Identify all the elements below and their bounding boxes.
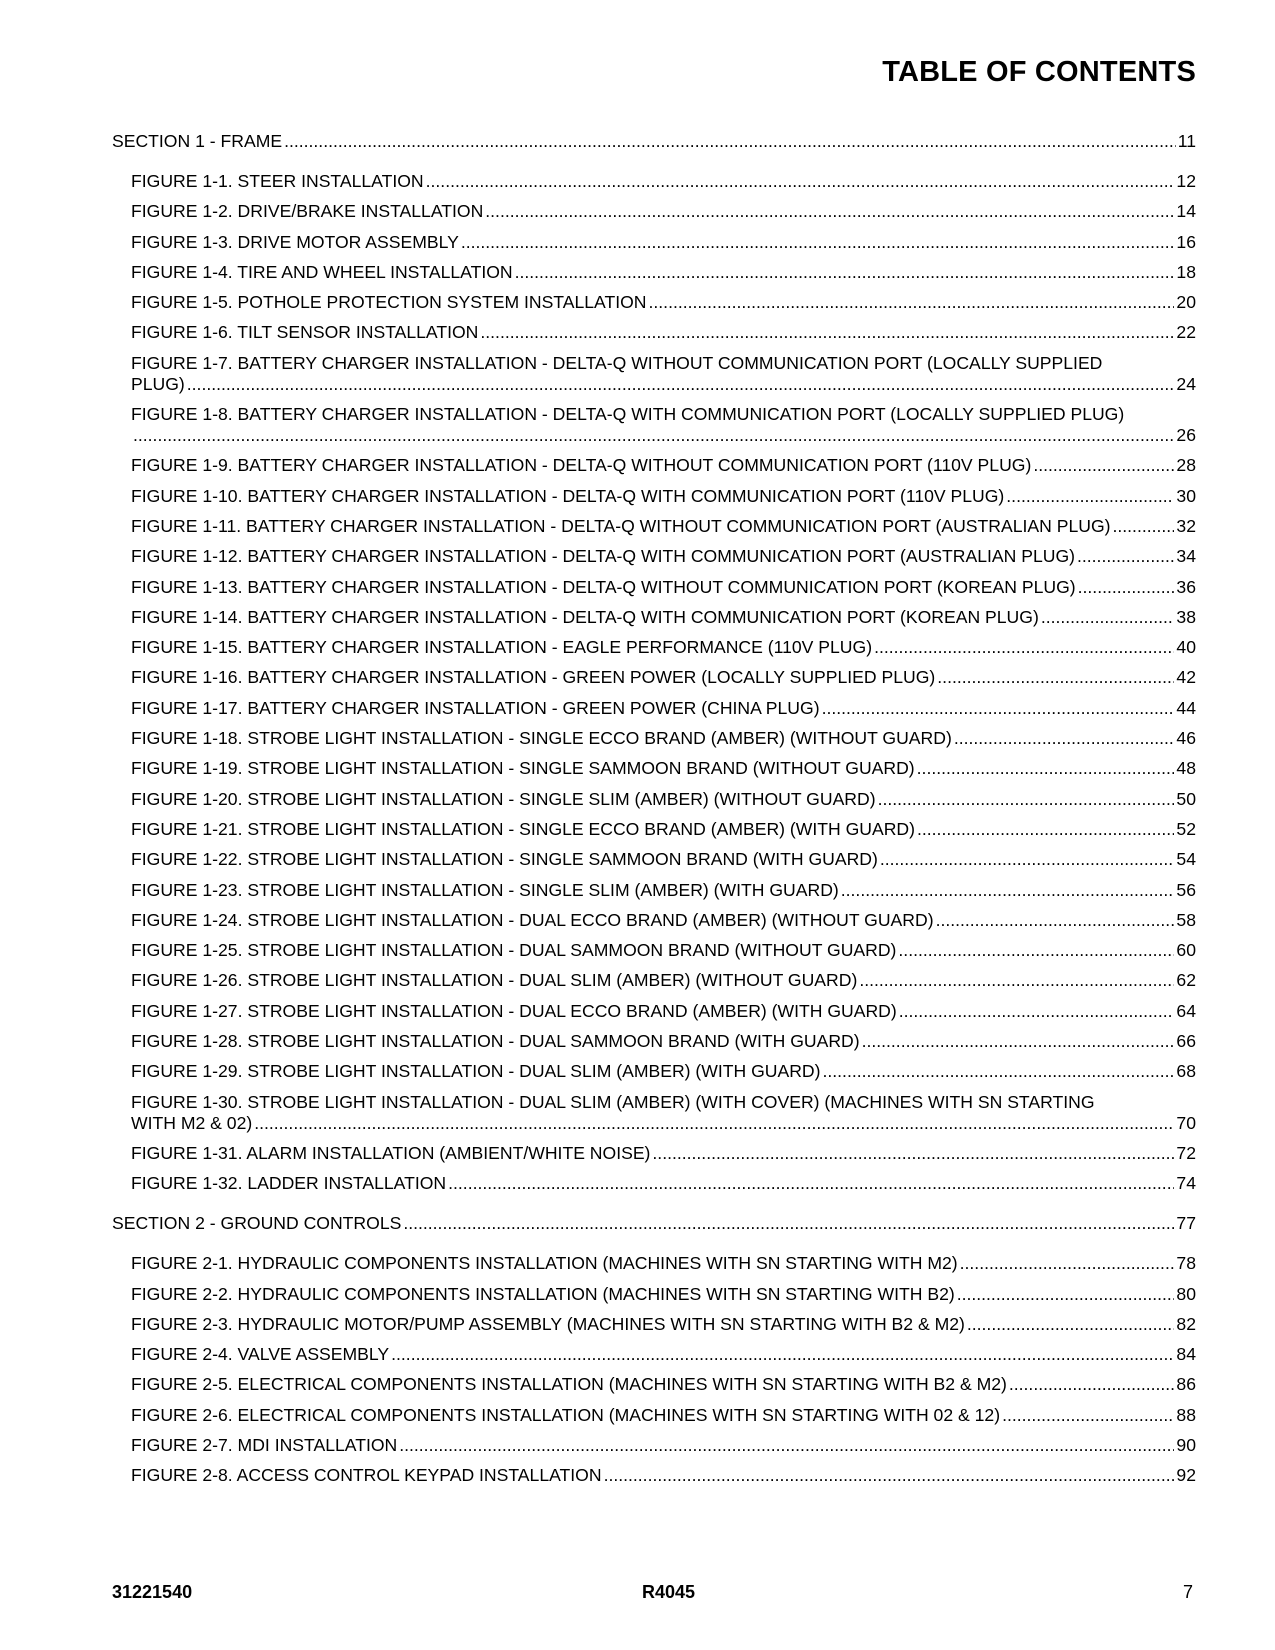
toc-page-number: 52	[1176, 818, 1196, 839]
page-title: TABLE OF CONTENTS	[882, 56, 1196, 88]
dot-leader	[133, 425, 1174, 446]
toc-entry-title: FIGURE 1-14. BATTERY CHARGER INSTALLATION - DELTA-Q WITH COMMUNICATION PORT (KOREAN PLUG)	[131, 606, 1039, 627]
dot-leader	[937, 667, 1174, 688]
toc-page-number: 50	[1176, 788, 1196, 809]
toc-figure-entry[interactable]	[131, 758, 1196, 779]
toc-entry-title-line: FIGURE 1-8. BATTERY CHARGER INSTALLATION - DELTA-Q WITH COMMUNICATION PORT (LOCALLY SUPPLIED PLUG)	[131, 404, 1125, 425]
toc-page-number: 90	[1176, 1434, 1196, 1455]
toc-figure-entry[interactable]	[131, 667, 1196, 688]
toc-page-number: 18	[1176, 261, 1196, 282]
toc-entry-line	[131, 1173, 1196, 1194]
toc-entry-line	[131, 1143, 1196, 1164]
toc-entry-title: FIGURE 1-16. BATTERY CHARGER INSTALLATION - GREEN POWER (LOCALLY SUPPLIED PLUG)	[131, 667, 936, 688]
toc-entry-line	[131, 1061, 1196, 1082]
toc-page-number: 30	[1176, 485, 1196, 506]
toc-figure-entry[interactable]	[131, 546, 1196, 567]
footer-page-number: 7	[1182, 1582, 1193, 1602]
dot-leader	[1033, 455, 1174, 476]
toc-figure-entry[interactable]	[131, 819, 1196, 840]
toc-figure-entry[interactable]	[131, 577, 1196, 598]
toc-entry-title: FIGURE 1-11. BATTERY CHARGER INSTALLATION - DELTA-Q WITHOUT COMMUNICATION PORT (AUSTRALIAN PLUG)	[131, 515, 1111, 536]
toc-page-number: 32	[1176, 515, 1196, 536]
toc-entry-title: FIGURE 1-31. ALARM INSTALLATION (AMBIENT/WHITE NOISE)	[131, 1142, 651, 1163]
toc-entry-line	[131, 577, 1196, 598]
toc-entry-line	[131, 1374, 1196, 1395]
toc-entry-line	[131, 880, 1196, 901]
toc-entry-line	[131, 374, 1196, 395]
toc-entry-line	[112, 1213, 1196, 1234]
dot-leader	[187, 374, 1175, 395]
toc-entry-title: SECTION 2 - GROUND CONTROLS	[112, 1213, 402, 1234]
toc-entry-line	[131, 1001, 1196, 1022]
toc-entry-line	[131, 1253, 1196, 1274]
toc-figure-entry[interactable]	[131, 1173, 1196, 1194]
toc-entry-title: FIGURE 1-3. DRIVE MOTOR ASSEMBLY	[131, 231, 459, 252]
toc-entry-line	[131, 637, 1196, 658]
toc-figure-entry[interactable]	[131, 1001, 1196, 1022]
toc-page-number: 42	[1176, 667, 1196, 688]
toc-entry-line	[131, 455, 1196, 476]
toc-figure-entry[interactable]	[131, 1143, 1196, 1164]
toc-figure-entry[interactable]	[131, 1092, 1196, 1134]
toc-entry-title: FIGURE 2-3. HYDRAULIC MOTOR/PUMP ASSEMBLY (MACHINES WITH SN STARTING WITH B2 & M2)	[131, 1313, 965, 1334]
toc-page-number: 66	[1176, 1031, 1196, 1052]
toc-entry-line	[131, 232, 1196, 253]
toc-entry-title: SECTION 1 - FRAME	[112, 131, 283, 151]
toc-page-number: 92	[1176, 1465, 1196, 1486]
dot-leader	[1009, 1374, 1175, 1395]
toc-page-number: 68	[1176, 1061, 1196, 1082]
dot-leader	[652, 1143, 1174, 1164]
toc-section-entry[interactable]	[112, 131, 1196, 152]
dot-leader	[1078, 577, 1175, 598]
toc-entry-title: FIGURE 1-10. BATTERY CHARGER INSTALLATION - DELTA-Q WITH COMMUNICATION PORT (110V PLUG)	[131, 485, 1005, 506]
dot-leader	[1077, 546, 1174, 567]
toc-entry-title: FIGURE 1-32. LADDER INSTALLATION	[131, 1173, 447, 1194]
toc-entry-line	[131, 607, 1196, 628]
toc-figure-entry[interactable]	[131, 404, 1196, 446]
toc-entry-title: FIGURE 1-24. STROBE LIGHT INSTALLATION - DUAL ECCO BRAND (AMBER) (WITHOUT GUARD)	[131, 909, 934, 930]
dot-leader	[448, 1173, 1174, 1194]
dot-leader	[399, 1435, 1174, 1456]
toc-entry-title: FIGURE 1-13. BATTERY CHARGER INSTALLATION - DELTA-Q WITHOUT COMMUNICATION PORT (KOREAN PLUG)	[131, 576, 1076, 597]
toc-entry-line	[131, 201, 1196, 222]
toc-page-number: 16	[1176, 231, 1196, 252]
toc-figure-entry[interactable]	[131, 970, 1196, 991]
dot-leader	[1006, 486, 1174, 507]
dot-leader	[391, 1344, 1174, 1365]
toc-page-number: 78	[1176, 1253, 1196, 1274]
toc-entry-title: FIGURE 2-6. ELECTRICAL COMPONENTS INSTALLATION (MACHINES WITH SN STARTING WITH 02 & 12)	[131, 1404, 1001, 1425]
toc-figure-entry[interactable]	[131, 607, 1196, 628]
toc-entry-title: FIGURE 1-21. STROBE LIGHT INSTALLATION - SINGLE ECCO BRAND (AMBER) (WITH GUARD)	[131, 818, 915, 839]
toc-entry-title: FIGURE 1-27. STROBE LIGHT INSTALLATION - DUAL ECCO BRAND (AMBER) (WITH GUARD)	[131, 1000, 897, 1021]
toc-entry-title: FIGURE 1-23. STROBE LIGHT INSTALLATION - SINGLE SLIM (AMBER) (WITH GUARD)	[131, 879, 839, 900]
toc-page-number: 24	[1176, 373, 1196, 394]
toc-page-number: 62	[1176, 970, 1196, 991]
toc-entry-title: FIGURE 1-18. STROBE LIGHT INSTALLATION - SINGLE ECCO BRAND (AMBER) (WITHOUT GUARD)	[131, 728, 952, 749]
toc-entry-line	[131, 1284, 1196, 1305]
toc-entry-title-line: FIGURE 1-7. BATTERY CHARGER INSTALLATION - DELTA-Q WITHOUT COMMUNICATION PORT (LOCALLY SUPPLIED	[131, 352, 1103, 373]
toc-page-number: 70	[1176, 1112, 1196, 1133]
toc-page-number: 11	[1177, 131, 1196, 151]
toc-page-number: 12	[1176, 171, 1196, 191]
toc-page-number: 86	[1176, 1374, 1196, 1395]
toc-entry-line	[131, 667, 1196, 688]
toc-entry-line	[131, 516, 1196, 537]
toc-entry-line	[131, 1344, 1196, 1365]
toc-entry-title: FIGURE 1-22. STROBE LIGHT INSTALLATION - SINGLE SAMMOON BRAND (WITH GUARD)	[131, 849, 878, 870]
toc-entry-line	[131, 940, 1196, 961]
dot-leader	[841, 880, 1175, 901]
dot-leader	[426, 171, 1175, 192]
toc-entry-title: FIGURE 1-17. BATTERY CHARGER INSTALLATION - GREEN POWER (CHINA PLUG)	[131, 697, 820, 718]
toc-figure-entry[interactable]	[131, 940, 1196, 961]
toc-figure-entry[interactable]	[131, 292, 1196, 313]
toc-figure-entry[interactable]	[131, 232, 1196, 253]
toc-entry-title: FIGURE 1-15. BATTERY CHARGER INSTALLATION - EAGLE PERFORMANCE (110V PLUG)	[131, 637, 873, 658]
toc-entry-line	[131, 970, 1196, 991]
footer-model: R4045	[642, 1582, 696, 1602]
dot-leader	[880, 849, 1175, 870]
toc-entry-title: FIGURE 1-5. POTHOLE PROTECTION SYSTEM INSTALLATION	[131, 292, 647, 313]
toc-entry-title: FIGURE 1-25. STROBE LIGHT INSTALLATION - DUAL SAMMOON BRAND (WITHOUT GUARD)	[131, 940, 897, 961]
toc-entry-line	[131, 486, 1196, 507]
dot-leader	[284, 131, 1176, 152]
toc-figure-entry[interactable]	[131, 1314, 1196, 1335]
dot-leader	[859, 970, 1174, 991]
toc-entry-line	[131, 849, 1196, 870]
toc-entry-line	[112, 131, 1196, 152]
toc-entry-line	[131, 322, 1196, 343]
dot-leader	[823, 1061, 1175, 1082]
toc-entry-line	[131, 728, 1196, 749]
toc-figure-entry[interactable]	[131, 1465, 1196, 1486]
toc-entry-title: FIGURE 1-19. STROBE LIGHT INSTALLATION - SINGLE SAMMOON BRAND (WITHOUT GUARD)	[131, 758, 915, 779]
dot-leader	[898, 940, 1174, 961]
toc-page-number: 38	[1176, 606, 1196, 627]
toc-page-number: 72	[1176, 1142, 1196, 1163]
toc-page-number: 26	[1176, 425, 1196, 446]
toc-entry-title: FIGURE 1-12. BATTERY CHARGER INSTALLATION - DELTA-Q WITH COMMUNICATION PORT (AUSTRALIAN PLUG)	[131, 546, 1075, 567]
toc-figure-entry[interactable]	[131, 1061, 1196, 1082]
toc-figure-entry[interactable]	[131, 486, 1196, 507]
toc-page-number: 34	[1176, 546, 1196, 567]
toc-entry-line	[131, 292, 1196, 313]
dot-leader	[967, 1314, 1175, 1335]
dot-leader	[936, 910, 1175, 931]
toc-figure-entry[interactable]	[131, 1405, 1196, 1426]
toc-entry-title: FIGURE 1-29. STROBE LIGHT INSTALLATION - DUAL SLIM (AMBER) (WITH GUARD)	[131, 1061, 821, 1082]
footer-doc-number: 31221540	[112, 1582, 193, 1602]
toc-page-number: 48	[1176, 758, 1196, 779]
toc-entry-title: FIGURE 2-4. VALVE ASSEMBLY	[131, 1344, 390, 1365]
toc-figure-entry[interactable]	[131, 516, 1196, 537]
dot-leader	[822, 698, 1175, 719]
toc-page-number: 60	[1176, 940, 1196, 961]
toc-entry-title: FIGURE 1-20. STROBE LIGHT INSTALLATION - SINGLE SLIM (AMBER) (WITHOUT GUARD)	[131, 788, 876, 809]
dot-leader	[480, 322, 1174, 343]
toc-entry-line	[131, 698, 1196, 719]
toc-figure-entry[interactable]	[131, 262, 1196, 283]
toc-entry-line	[131, 1465, 1196, 1486]
toc-entry-line	[131, 1435, 1196, 1456]
toc-figure-entry[interactable]	[131, 1374, 1196, 1395]
toc-page-number: 36	[1176, 576, 1196, 597]
dot-leader	[461, 232, 1175, 253]
toc-entry-title: FIGURE 1-28. STROBE LIGHT INSTALLATION - DUAL SAMMOON BRAND (WITH GUARD)	[131, 1031, 860, 1052]
toc-entry-title: FIGURE 1-2. DRIVE/BRAKE INSTALLATION	[131, 201, 484, 222]
toc-figure-entry[interactable]	[131, 1284, 1196, 1305]
toc-entry-title: WITH M2 & 02)	[131, 1112, 253, 1133]
toc-page-number: 64	[1176, 1000, 1196, 1021]
toc-page-number: 84	[1176, 1344, 1196, 1365]
toc-entry-line	[131, 819, 1196, 840]
dot-leader	[254, 1113, 1174, 1134]
toc-figure-entry[interactable]	[131, 1344, 1196, 1365]
toc-page-number: 20	[1176, 292, 1196, 313]
dot-leader	[1002, 1405, 1174, 1426]
toc-page-number: 40	[1176, 637, 1196, 658]
dot-leader	[1113, 516, 1175, 537]
toc-page-number: 14	[1176, 201, 1196, 222]
toc-entry-title: FIGURE 2-2. HYDRAULIC COMPONENTS INSTALLATION (MACHINES WITH SN STARTING WITH B2)	[131, 1283, 955, 1304]
dot-leader	[960, 1253, 1175, 1274]
toc-entry-line	[131, 1113, 1196, 1134]
toc-entry-title: FIGURE 2-8. ACCESS CONTROL KEYPAD INSTALLATION	[131, 1465, 602, 1486]
dot-leader	[604, 1465, 1175, 1486]
dot-leader	[1041, 607, 1175, 628]
dot-leader	[862, 1031, 1175, 1052]
toc-figure-entry[interactable]	[131, 637, 1196, 658]
toc-page-number: 28	[1176, 455, 1196, 476]
toc-page-number: 22	[1176, 322, 1196, 343]
toc-figure-entry[interactable]	[131, 1253, 1196, 1274]
toc-entry-title: FIGURE 1-6. TILT SENSOR INSTALLATION	[131, 322, 479, 343]
toc-entry-title: FIGURE 2-7. MDI INSTALLATION	[131, 1434, 398, 1455]
dot-leader	[917, 819, 1174, 840]
toc-figure-entry[interactable]	[131, 880, 1196, 901]
toc-page-number: 82	[1176, 1313, 1196, 1334]
toc-entry-line	[131, 789, 1196, 810]
toc-entry-line	[131, 758, 1196, 779]
dot-leader	[485, 201, 1174, 222]
toc-page-number: 46	[1176, 728, 1196, 749]
dot-leader	[954, 728, 1175, 749]
dot-leader	[899, 1001, 1175, 1022]
toc-entry-title: FIGURE 1-9. BATTERY CHARGER INSTALLATION - DELTA-Q WITHOUT COMMUNICATION PORT (110V PLUG)	[131, 455, 1032, 476]
toc-entry-title: FIGURE 1-1. STEER INSTALLATION	[131, 171, 424, 191]
toc-page-number: 58	[1176, 909, 1196, 930]
toc-page-number: 44	[1176, 697, 1196, 718]
toc-figure-entry[interactable]	[131, 698, 1196, 719]
toc-entry-title: PLUG)	[131, 373, 185, 394]
toc-entry-line	[131, 1031, 1196, 1052]
toc-entry-line	[131, 1405, 1196, 1426]
toc-figure-entry[interactable]	[131, 322, 1196, 343]
toc-page-number: 88	[1176, 1404, 1196, 1425]
toc-page-number: 80	[1176, 1283, 1196, 1304]
toc-entry-title-line: FIGURE 1-30. STROBE LIGHT INSTALLATION - DUAL SLIM (AMBER) (WITH COVER) (MACHINES WITH SN STARTING	[131, 1091, 1095, 1112]
toc-figure-entry[interactable]	[131, 1435, 1196, 1456]
toc-entry-title: FIGURE 1-26. STROBE LIGHT INSTALLATION - DUAL SLIM (AMBER) (WITHOUT GUARD)	[131, 970, 858, 991]
toc-figure-entry[interactable]	[131, 201, 1196, 222]
toc-figure-entry[interactable]	[131, 455, 1196, 476]
toc-page-number: 77	[1176, 1213, 1196, 1234]
toc-figure-entry[interactable]	[131, 910, 1196, 931]
dot-leader	[649, 292, 1175, 313]
toc-figure-entry[interactable]	[131, 353, 1196, 395]
toc-entry-line	[131, 171, 1196, 192]
toc-entry-line	[131, 262, 1196, 283]
toc-section-entry[interactable]	[112, 1213, 1196, 1234]
toc-figure-entry[interactable]	[131, 849, 1196, 870]
dot-leader	[403, 1213, 1174, 1234]
toc-entry-line	[131, 425, 1196, 446]
toc-entry-title: FIGURE 2-5. ELECTRICAL COMPONENTS INSTALLATION (MACHINES WITH SN STARTING WITH B2 & M2)	[131, 1374, 1007, 1395]
toc-entry-line	[131, 546, 1196, 567]
toc-page-number: 54	[1176, 849, 1196, 870]
toc-page-number: 74	[1176, 1173, 1196, 1194]
dot-leader	[917, 758, 1175, 779]
toc-entry-title: FIGURE 2-1. HYDRAULIC COMPONENTS INSTALLATION (MACHINES WITH SN STARTING WITH M2)	[131, 1253, 958, 1274]
dot-leader	[874, 637, 1174, 658]
toc-entry-line	[131, 1314, 1196, 1335]
toc-page-number: 56	[1176, 879, 1196, 900]
toc-figure-entry[interactable]	[131, 728, 1196, 749]
dot-leader	[878, 789, 1175, 810]
toc-figure-entry[interactable]	[131, 1031, 1196, 1052]
toc-entry-title: FIGURE 1-4. TIRE AND WHEEL INSTALLATION	[131, 261, 513, 282]
toc-figure-entry[interactable]	[131, 789, 1196, 810]
table-of-contents	[112, 131, 1196, 1486]
toc-entry-line	[131, 910, 1196, 931]
toc-figure-entry[interactable]	[131, 171, 1196, 192]
dot-leader	[515, 262, 1175, 283]
dot-leader	[957, 1284, 1175, 1305]
